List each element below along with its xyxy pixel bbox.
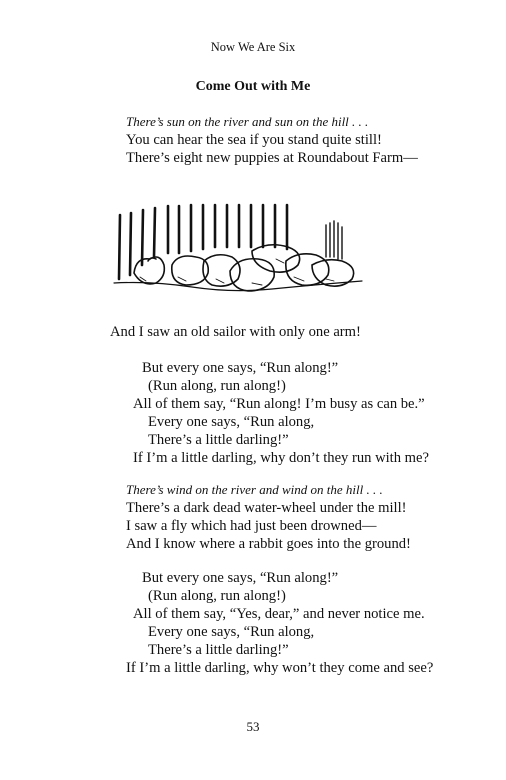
poem-line: But every one says, “Run along!”: [142, 360, 339, 376]
poem-line: You can hear the sea if you stand quite still!: [126, 132, 382, 148]
poem-line: All of them say, “Run along! I’m busy as can be.”: [133, 396, 425, 412]
poem-line: (Run along, run along!): [148, 588, 286, 604]
poem-line: And I saw an old sailor with only one arm!: [110, 324, 361, 340]
poem-line: But every one says, “Run along!”: [142, 570, 339, 586]
poem-line: If I’m a little darling, why won’t they come and see?: [126, 660, 434, 676]
poem-line: If I’m a little darling, why don’t they run with me?: [133, 450, 429, 466]
poem-line: There’s eight new puppies at Roundabout Farm—: [126, 150, 418, 166]
page-number: 53: [246, 719, 260, 734]
poem-line: Every one says, “Run along,: [148, 624, 315, 640]
poem-title: Come Out with Me: [195, 79, 311, 94]
poem-line: There’s a little darling!”: [148, 432, 289, 448]
poem-line: There’s a little darling!”: [148, 642, 289, 658]
poem-line: Every one says, “Run along,: [148, 414, 315, 430]
puppies-illustration: [112, 195, 364, 307]
poem-line: There’s sun on the river and sun on the hill . . .: [126, 114, 369, 129]
poem-line: There’s wind on the river and wind on the hill . . .: [126, 482, 383, 497]
poem-line: And I know where a rabbit goes into the ground!: [126, 536, 411, 552]
poem-line: All of them say, “Yes, dear,” and never notice me.: [133, 606, 425, 622]
poem-line: There’s a dark dead water-wheel under the mill!: [126, 500, 407, 516]
running-head: Now We Are Six: [210, 40, 296, 54]
poem-line: I saw a fly which had just been drowned—: [126, 518, 377, 534]
poem-line: (Run along, run along!): [148, 378, 286, 394]
